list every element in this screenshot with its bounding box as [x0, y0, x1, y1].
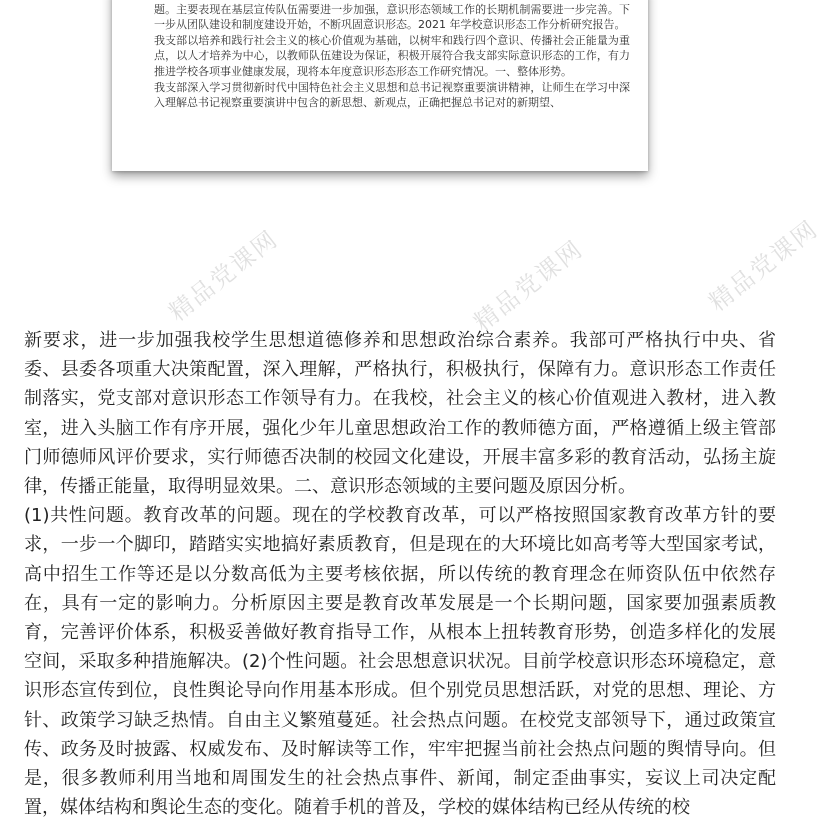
watermark-text: 精品党课网 — [163, 224, 284, 327]
watermark-text: 精品党课网 — [468, 234, 589, 337]
document-body — [24, 326, 776, 819]
body-paragraphs: 新要求，进一步加强我校学生思想道德修养和思想政治综合素养。我部可严格执行中央、省委、县委各项重大决策配置，深入理解，严格执行，积极执行，保障有力。意识形态工作责任制落实，党支部对意识形态工作领导有力。在我校，社会主义的核心价值观进入教材，进入教室，进入头脑工作有序开展，强化少年儿童思想政治工作的教师德方面，严格遵循上级主管部门师德师风评价要求，实行师德否决制的校园文化建设，开展丰富多彩的教育活动，弘扬主旋律，传播正能量，取得明显效果。二、意识形态领域的主要问题及原因分析。 (1)共性问题。教育改革的问题。现在的学校教育改革，可以严格按照国家教育改革方针的要求，一步一个脚印，踏踏实实地搞好素质教育，但是现在的大环境比如高考等大型国家考试，高中招生工作等还是以分数高低为主要考核依据，所以传统的教育理念在师资队伍中依然存在，具有一定的影响力。分析原因主要是教育改革发展是一个长期问题，国家要加强素质教育，完善评价体系，积极妥善做好教育指导工作，从根本上扭转教育形势，创造多样化的发展空间，采取多种措施解决。(2)个性问题。社会思想意识状况。目前学校意识形态环境稳定，意识形态宣传到位，良性舆论导向作用基本形成。但个别党员思想活跃，对党的思想、理论、方针、政策学习缺乏热情。自由主义繁殖蔓延。社会热点问题。在校党支部领导下，通过政策宣传、政务及时披露、权威发布、及时解读等工作，牢牢把握当前社会热点问题的舆情导向。但是，很多教师利用当地和周围发生的社会热点事件、新闻，制定歪曲事实，妄议上司决定配置，媒体结构和舆论生态的变化。随着手机的普及，学校的媒体结构已经从传统的校 — [24, 330, 776, 819]
preview-text-area — [154, 0, 630, 171]
preview-paragraphs: 题。主要表现在基层宣传队伍需要进一步加强，意识形态领域工作的长期机制需要进一步完善。下一步从团队建设和制度建设开始，不断巩固意识形态。2021 年学校意识形态工作分析研究报告。 我支部以培养和践行社会主义的核心价值观为基础，以树牢和践行四个意识、传播社会正能量为重点，以人才培养为中心，以教师队伍建设为保证，积极开展符合我支部实际意识形态的工作，有力推进学校各项事业健康发展，现将本年度意识形态形态工作研究情况。一、整体形势。 我支部深入学习贯彻新时代中国特色社会主义思想和总书记视察重要演讲精神，让师生在学习中深入理解总书记视察重要演讲中包含的新思想、新观点，正确把握总书记对的新期望、 — [154, 2, 630, 110]
watermark-text: 精品党课网 — [703, 214, 824, 317]
document-page-preview — [112, 0, 648, 171]
